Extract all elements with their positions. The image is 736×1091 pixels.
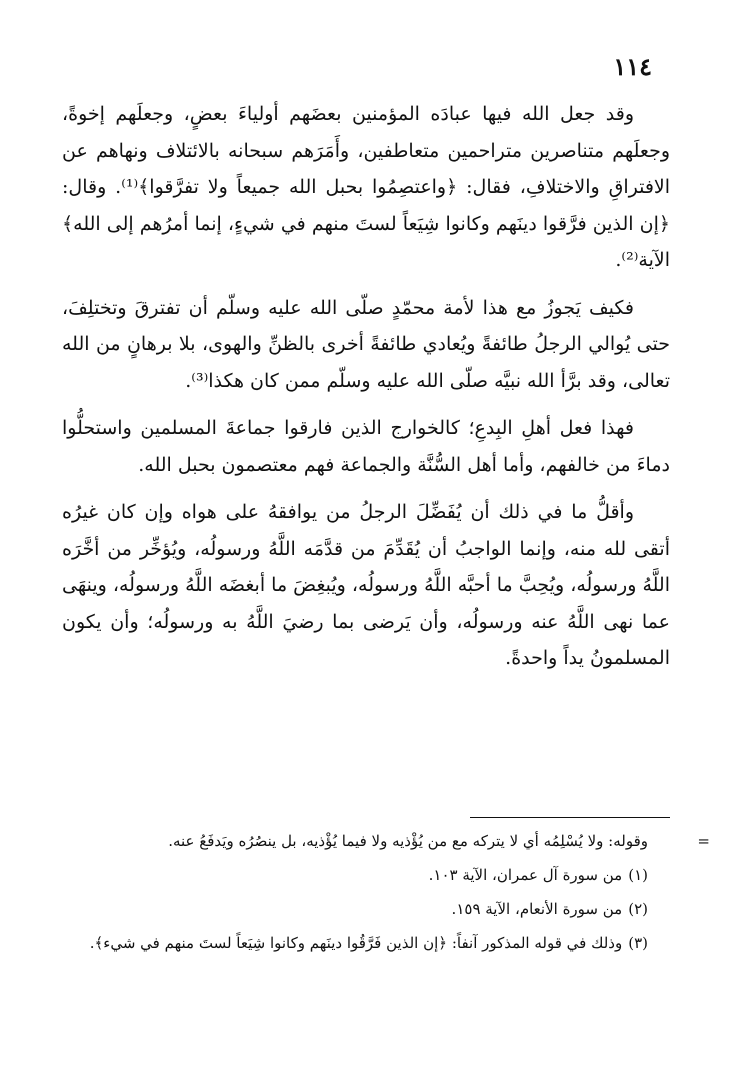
footnote-3 bbox=[62, 928, 670, 958]
footnote-separator bbox=[470, 817, 670, 818]
footnote-continuation bbox=[62, 826, 710, 856]
footnote-number: (١) bbox=[628, 866, 648, 884]
continuation-mark: = bbox=[697, 832, 710, 850]
paragraph-2: فكيف يَجوزُ مع هذا لأمة محمّدٍ صلّى الله عليه وسلّم أن تفترقَ وتختلِفَ، حتى يُوالي الرجلُ طائفةً ويُعادي طائفةً أخرى بالظنِّ والهوى، بلا برهانٍ من الله تعالى، وقد برَّأ الله نبيَّه صلّى الله عليه وسلّم ممن كان هكذا⁽³⁾. bbox=[62, 296, 670, 392]
paragraph-1: وقد جعل الله فيها عبادَه المؤمنين بعضَهم أولياءَ بعضٍ، وجعلَهم إخوةً، وجعلَهم متناصرين متراحمين متعاطفين، وأَمَرَهم سبحانه بالائتلاف ونهاهم عن الافتراقِ والاختلافِ، فقال: ﴿واعتصِمُوا بحبل الله جميعاً ولا تفرَّقوا﴾⁽¹⁾. وقال: ﴿إن الذين فرَّقوا دينَهم وكانوا شِيَعاً لستَ منهم في شيءٍ، إنما أمرُهم إلى الله﴾ الآية⁽²⁾. bbox=[62, 103, 671, 271]
footnotes bbox=[62, 826, 710, 962]
paragraph-4: وأقلُّ ما في ذلك أن يُفَضِّلَ الرجلُ من يوافقهُ على هواه وإن كان غيرُه أتقى لله منه، وإنما الواجبُ أن يُقَدِّمَ من قدَّمَه اللَّهُ ورسولُه، ويُؤخِّر من أخَّرَه اللَّهُ ورسولُه، ويُحِبَّ ما أحبَّه اللَّهُ ورسولُه، ويُبغِضَ ما أبغضَه اللَّهُ ورسولُه، وينهَى عما نهى اللَّهُ عنه ورسولُه، وأن يَرضى بما رضيَ اللَّهُ به ورسولُه؛ وأن يكون المسلمونُ يداً واحدةً. bbox=[62, 501, 670, 669]
footnote-text: من سورة آل عمران، الآية ١٠٣. bbox=[428, 866, 623, 884]
footnote-text: من سورة الأنعام، الآية ١٥٩. bbox=[451, 900, 623, 918]
paragraph-3: فهذا فعل أهلِ البِدعِ؛ كالخوارج الذين فارقوا جماعةَ المسلمين واستحلُّوا دماءَ من خالفهم، وأما أهل السُّنَّة والجماعة فهم معتصمون بحبل الله. bbox=[62, 417, 670, 476]
footnote-2 bbox=[62, 894, 670, 924]
footnote-number: (٢) bbox=[628, 900, 648, 918]
footnote-text: وذلك في قوله المذكور آنفاً: ﴿إن الذين فَرَّقُوا دينَهم وكانوا شِيَعاً لستَ منهم في شيء﴾. bbox=[89, 934, 623, 952]
footnote-continuation-text: وقوله: ولا يُسْلِمُه أي لا يتركه مع من يُؤْذيه ولا فيما يُؤْذيه، بل ينصُرُه ويَدفَعُ عنه. bbox=[168, 832, 648, 850]
footnote-number: (٣) bbox=[628, 934, 648, 952]
footnote-1 bbox=[62, 860, 670, 890]
page-number: ١١٤ bbox=[613, 52, 652, 81]
main-text bbox=[62, 96, 670, 688]
